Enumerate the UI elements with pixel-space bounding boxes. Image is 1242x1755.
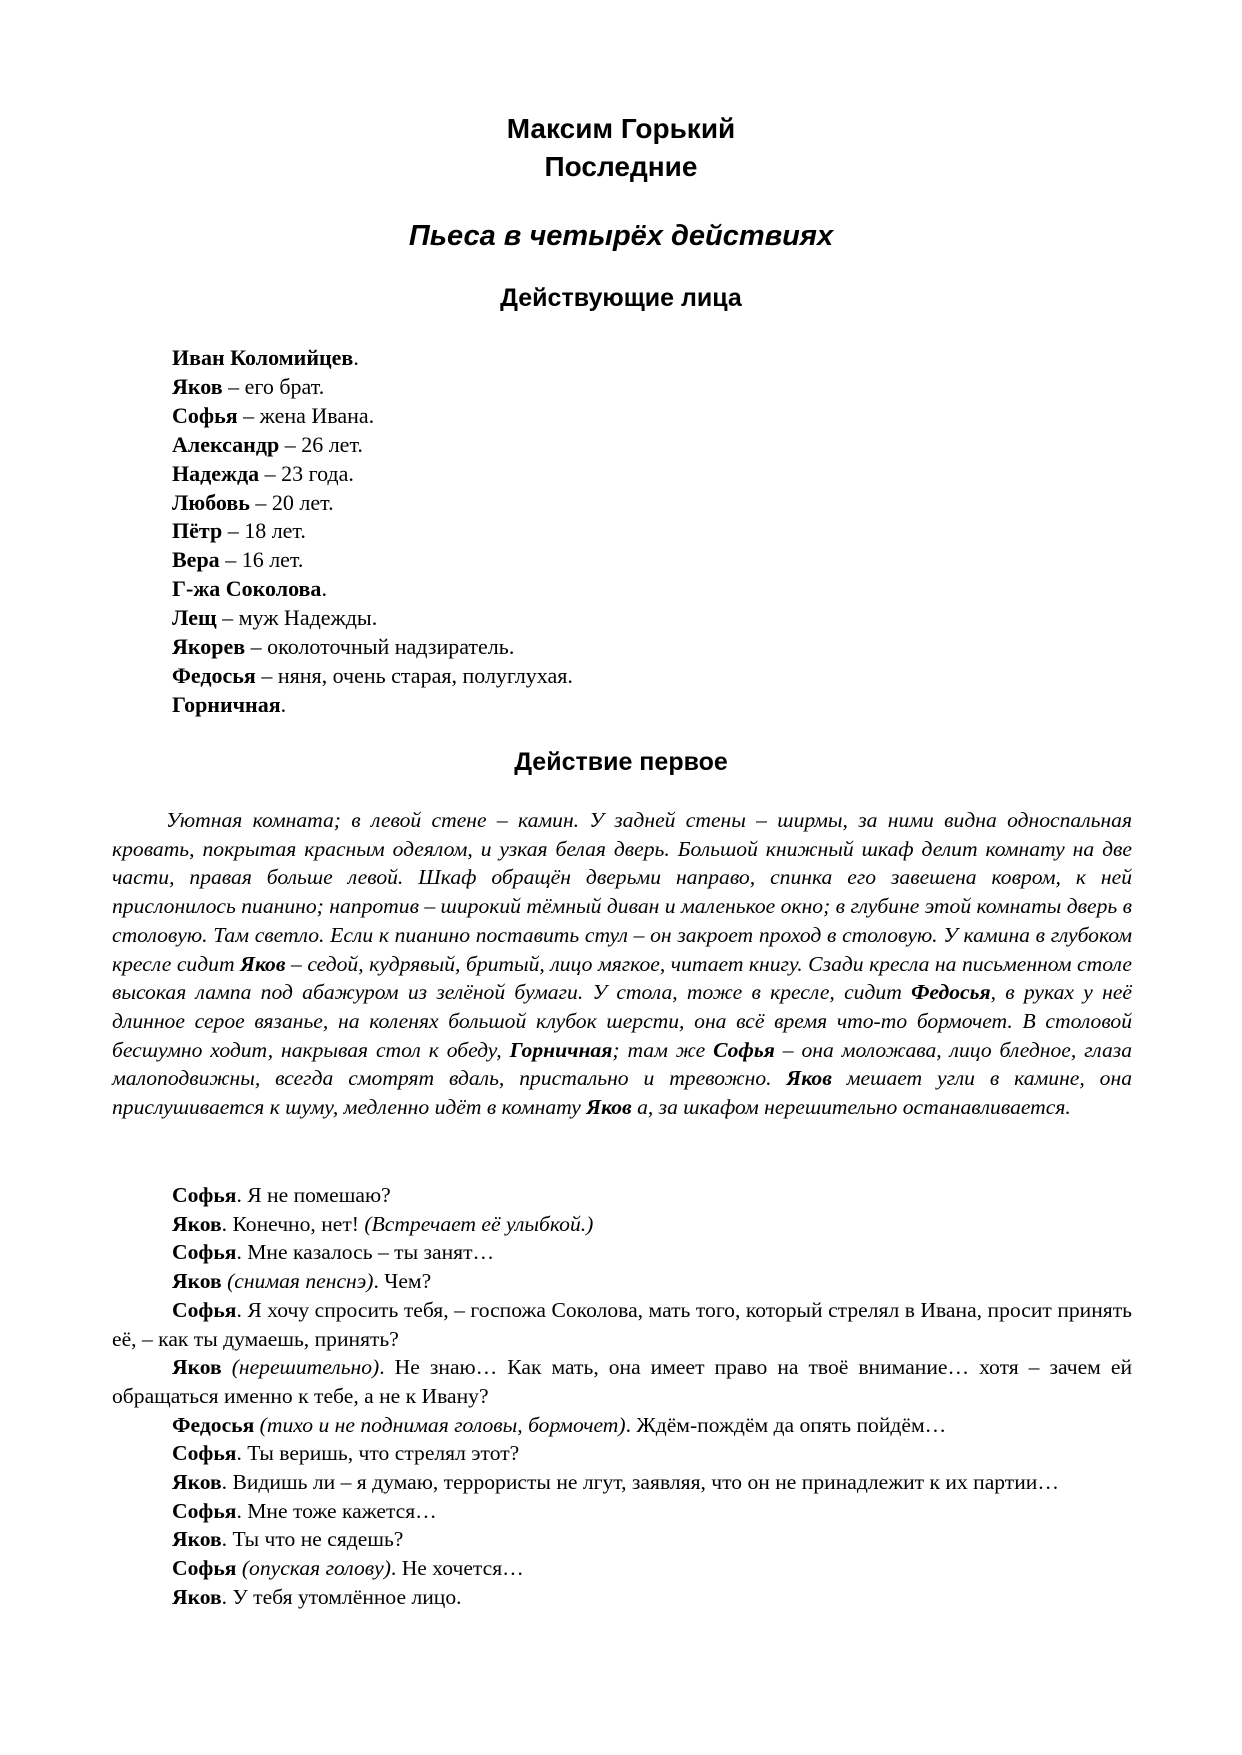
dialogue-line (112, 1210, 1132, 1239)
speaker-name: Яков (172, 1211, 222, 1236)
cast-item (172, 633, 573, 662)
cast-desc: – 18 лет. (222, 518, 306, 544)
cast-desc: . (280, 691, 287, 717)
cast-name: Яков (172, 373, 223, 399)
cast-heading: Действующие лица (500, 284, 742, 312)
speaker-name: Яков (172, 1269, 222, 1294)
dialogue-line (112, 1497, 1132, 1526)
speech-text: . Мне казалось – ты занят… (236, 1240, 495, 1265)
cast-desc: – 20 лет. (249, 489, 334, 515)
stage-direction: (снимая пенснэ) (221, 1269, 374, 1294)
act-heading: Действие первое (514, 748, 728, 776)
stage-character: Горничная (509, 1037, 613, 1062)
cast-item (172, 431, 573, 460)
stage-text: – седой, кудрявый, бритый, лицо мягкое, читает книгу. Сзади кресла на письменном столе высокая лампа под абажуром из зелёной бумаги. У стола, тоже в кресле, сидит (112, 951, 1132, 1005)
dialogue-line (112, 1554, 1132, 1583)
speech-text: . Не знаю… Как мать, она имеет право на твоё внимание… хотя – зачем ей обращаться именно к тебе, а не к Ивану? (112, 1355, 1133, 1408)
author-name: Максим Горький (506, 113, 736, 144)
speech-text: . Я не помешаю? (236, 1183, 391, 1207)
speaker-name: Софья (172, 1556, 237, 1581)
speech-text: . Конечно, нет! (221, 1211, 365, 1236)
speech-text: . Мне тоже кажется… (236, 1498, 437, 1523)
cast-desc: – няня, очень старая, полуглухая. (255, 662, 573, 688)
cast-item (172, 662, 573, 691)
dialogue-line (112, 1181, 1132, 1210)
cast-item (172, 344, 573, 373)
speech-text: . Ты что не сядешь? (221, 1527, 404, 1552)
dialogue-line (112, 1238, 1132, 1267)
cast-name: Пётр (172, 518, 223, 544)
stage-direction: (Встречает её улыбкой.) (364, 1211, 594, 1236)
cast-item (172, 489, 573, 518)
play-title: Последние (544, 151, 698, 182)
cast-desc: . (321, 576, 327, 602)
dialogue-line (112, 1583, 1132, 1612)
dialogue-line (112, 1353, 1132, 1410)
cast-item (172, 691, 573, 720)
cast-desc: – его брат. (222, 373, 325, 399)
cast-name: Софья (172, 402, 238, 428)
speaker-name: Софья (172, 1297, 237, 1322)
cast-item (172, 546, 573, 575)
cast-name: Любовь (172, 489, 250, 515)
play-subtitle: Пьеса в четырёх действиях (408, 220, 834, 252)
speech-text: . Я хочу спросить тебя, – госпожа Соколова, мать того, который стрелял в Ивана, просит принять её, – как ты думаешь, принять? (112, 1297, 1132, 1351)
speech-text: . Ждём-пождём да опять пойдём… (625, 1412, 947, 1437)
speaker-name: Софья (172, 1183, 237, 1207)
cast-name: Г-жа Соколова (172, 576, 322, 602)
cast-desc: – муж Надежды. (216, 605, 378, 631)
cast-desc: – 26 лет. (279, 431, 363, 457)
cast-list (172, 344, 573, 720)
speech-text: . Видишь ли – я думаю, террористы не лгут, заявляя, что он не принадлежит к их партии… (221, 1470, 1059, 1495)
speech-text: . Чем? (373, 1269, 432, 1294)
cast-name: Якорев (172, 634, 246, 660)
stage-text: , в руках у неё длинное серое вязанье, на коленях большой клубок шерсти, она всё время что-то бормочет. В столовой бесшумно ходит, накрывая стол к обеду, (112, 980, 1132, 1062)
speaker-name: Яков (172, 1355, 222, 1380)
dialogue (112, 1181, 1132, 1612)
speaker-name: Софья (172, 1441, 237, 1466)
stage-text: Уютная комната; в левой стене – камин. У задней стены – ширмы, за ними видна односпальная кровать, покрытая красным одеялом, и узкая белая дверь. Большой книжный шкаф делит комнату на две части, правая больше левой. Шкаф обращён дверьми направо, спинка его завешена ковром, к ней прислонилось пианино; напротив – широкий тёмный диван и маленькое окно; в глубине этой комнаты дверь в столовую. Там светло. Если к пианино поставить стул – он закроет проход в столовую. У камина в глубоком кресле сидит (112, 808, 1132, 976)
stage-character: Федосья (911, 980, 991, 1005)
speaker-name: Софья (172, 1240, 237, 1265)
dialogue-line (112, 1468, 1132, 1497)
speaker-name: Яков (172, 1470, 222, 1495)
cast-desc: – 16 лет. (219, 547, 304, 573)
speech-text: . Ты веришь, что стрелял этот? (236, 1441, 520, 1466)
stage-directions (112, 806, 1132, 1122)
speaker-name: Федосья (172, 1412, 255, 1437)
cast-item (172, 575, 573, 604)
cast-name: Горничная (172, 691, 281, 717)
cast-name: Федосья (172, 662, 256, 688)
stage-direction: (тихо и не поднимая головы, бормочет) (254, 1412, 626, 1437)
cast-name: Вера (172, 547, 220, 573)
cast-item (172, 517, 573, 546)
cast-desc: . (353, 345, 359, 370)
cast-desc: – жена Ивана. (237, 402, 375, 428)
stage-character: Софья (713, 1037, 775, 1062)
cast-name: Надежда (172, 460, 260, 486)
cast-item (172, 402, 573, 431)
cast-desc: – околоточный надзиратель. (245, 634, 515, 660)
stage-character: Яков (786, 1066, 832, 1091)
dialogue-line (112, 1525, 1132, 1554)
cast-item (172, 460, 573, 489)
speaker-name: Яков (172, 1584, 222, 1609)
stage-text: а, за шкафом нерешительно останавливается. (631, 1095, 1071, 1120)
stage-text: мешает угли в камине, она прислушивается к шуму, медленно идёт в комнату (112, 1066, 1132, 1120)
speech-text: . У тебя утомлённое лицо. (221, 1584, 462, 1609)
cast-item (172, 373, 573, 402)
cast-item (172, 604, 573, 633)
dialogue-line (112, 1296, 1132, 1353)
cast-desc: – 23 года. (259, 460, 354, 486)
speaker-name: Софья (172, 1498, 237, 1523)
dialogue-line (112, 1267, 1132, 1296)
stage-text: ; там же (612, 1037, 714, 1062)
stage-character: Яков (586, 1095, 632, 1120)
stage-text: – она моложава, лицо бледное, глаза малоподвижны, всегда смотрят вдаль, пристально и тревожно. (112, 1037, 1132, 1091)
dialogue-line (112, 1411, 1132, 1440)
stage-character: Яков (240, 951, 286, 976)
speech-text: . Не хочется… (390, 1556, 524, 1581)
speaker-name: Яков (172, 1527, 222, 1552)
dialogue-line (112, 1439, 1132, 1468)
cast-name: Иван Коломийцев (172, 345, 354, 370)
cast-name: Александр (172, 431, 280, 457)
cast-name: Лещ (172, 605, 217, 631)
stage-direction: (опуская голову) (236, 1556, 391, 1581)
stage-direction: (нерешительно) (221, 1355, 380, 1380)
